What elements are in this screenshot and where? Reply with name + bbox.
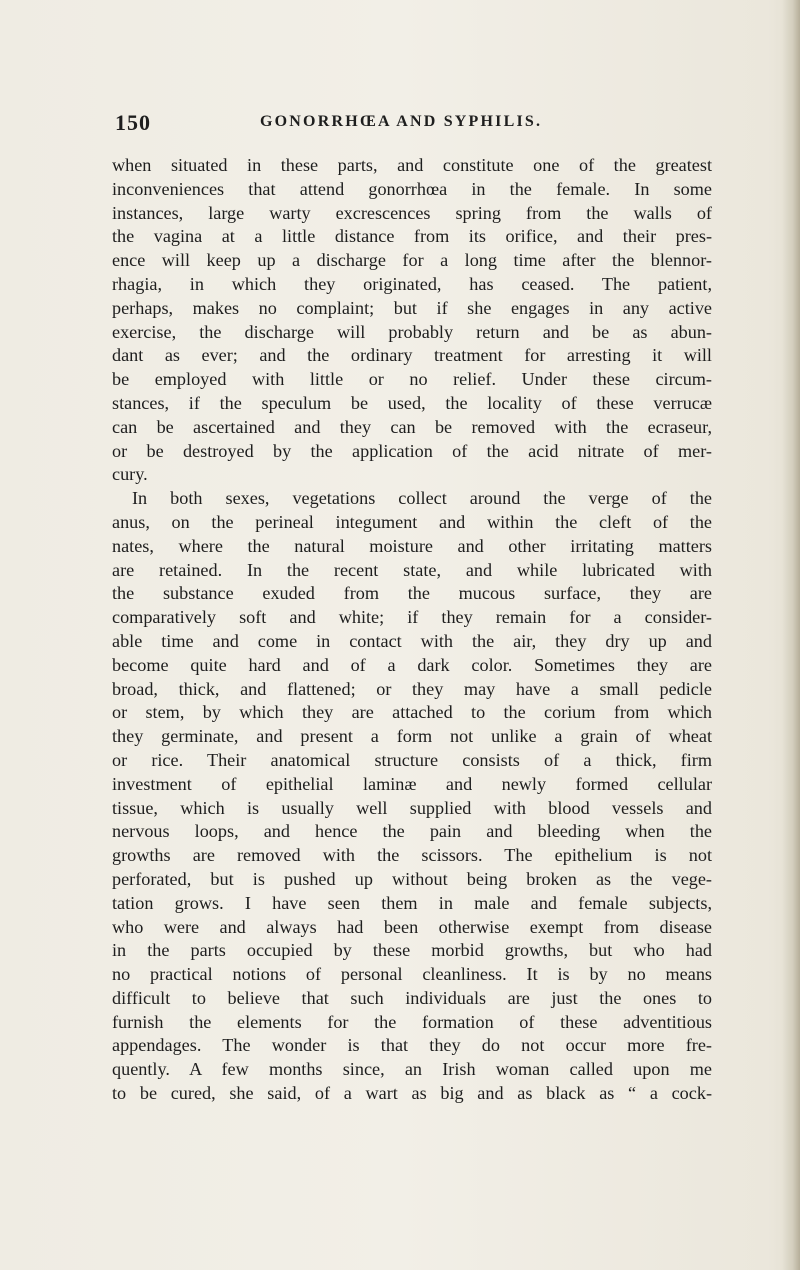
text-line: comparatively soft and white; if they remain for a consider-: [112, 607, 712, 628]
text-line: able time and come in contact with the air, they dry up and: [112, 630, 712, 651]
page-edge-shadow: [782, 0, 800, 1270]
text-line: are retained. In the recent state, and while lubricated with: [112, 559, 712, 580]
text-line: instances, large warty excrescences spring from the walls of: [112, 202, 712, 223]
text-line: who were and always had been otherwise exempt from disease: [112, 916, 712, 937]
text-line: inconveniences that attend gonorrhœa in the female. In some: [112, 178, 712, 199]
text-line: appendages. The wonder is that they do not occur more fre-: [112, 1035, 712, 1056]
text-line: when situated in these parts, and constitute one of the greatest: [112, 155, 712, 175]
text-line: in the parts occupied by these morbid growths, but who had: [112, 940, 712, 961]
text-line: In both sexes, vegetations collect around the verge of the: [132, 488, 712, 509]
text-line: stances, if the speculum be used, the locality of these verrucæ: [112, 392, 712, 413]
page-number: 150: [115, 110, 151, 135]
text-line: no practical notions of personal cleanliness. It is by no means: [112, 964, 712, 985]
text-line: tissue, which is usually well supplied with blood vessels and: [112, 797, 712, 818]
text-line: be employed with little or no relief. Under these circum-: [112, 369, 712, 390]
text-line: nates, where the natural moisture and other irritating matters: [112, 535, 712, 556]
text-line: tation grows. I have seen them in male and female subjects,: [112, 892, 712, 913]
text-line: perhaps, makes no complaint; but if she engages in any active: [112, 297, 712, 318]
text-line: ence will keep up a discharge for a long time after the blennor-: [112, 250, 712, 271]
text-line: to be cured, she said, of a wart as big and as black as “ a cock-: [112, 1083, 712, 1104]
text-line: nervous loops, and hence the pain and bleeding when the: [112, 821, 712, 842]
text-line: they germinate, and present a form not unlike a grain of wheat: [112, 726, 712, 747]
text-line: or stem, by which they are attached to the corium from which: [112, 702, 712, 723]
text-line: difficult to believe that such individuals are just the ones to: [112, 987, 712, 1008]
text-line: anus, on the perineal integument and within the cleft of the: [112, 511, 712, 532]
text-line: the vagina at a little distance from its orifice, and their pres-: [112, 226, 712, 247]
text-line: cury.: [112, 464, 148, 485]
text-line: investment of epithelial laminæ and newly formed cellular: [112, 773, 712, 794]
text-line: can be ascertained and they can be removed with the ecraseur,: [112, 416, 712, 437]
text-line: growths are removed with the scissors. The epithelium is not: [112, 845, 712, 866]
running-head: GONORRHŒA AND SYPHILIS.: [260, 113, 543, 130]
text-line: quently. A few months since, an Irish woman called upon me: [112, 1059, 712, 1080]
body-text: [112, 154, 712, 1106]
text-line: or rice. Their anatomical structure consists of a thick, firm: [112, 749, 712, 770]
text-line: furnish the elements for the formation of these adventitious: [112, 1011, 712, 1032]
page-header: [115, 110, 715, 140]
text-line: become quite hard and of a dark color. Sometimes they are: [112, 654, 712, 675]
text-line: the substance exuded from the mucous surface, they are: [112, 583, 712, 604]
text-line: broad, thick, and flattened; or they may have a small pedicle: [112, 678, 712, 699]
text-line: or be destroyed by the application of the acid nitrate of mer-: [112, 440, 712, 461]
text-line: exercise, the discharge will probably return and be as abun-: [112, 321, 712, 342]
text-line: dant as ever; and the ordinary treatment for arresting it will: [112, 345, 712, 366]
text-line: rhagia, in which they originated, has ceased. The patient,: [112, 273, 712, 294]
text-line: perforated, but is pushed up without being broken as the vege-: [112, 868, 712, 889]
